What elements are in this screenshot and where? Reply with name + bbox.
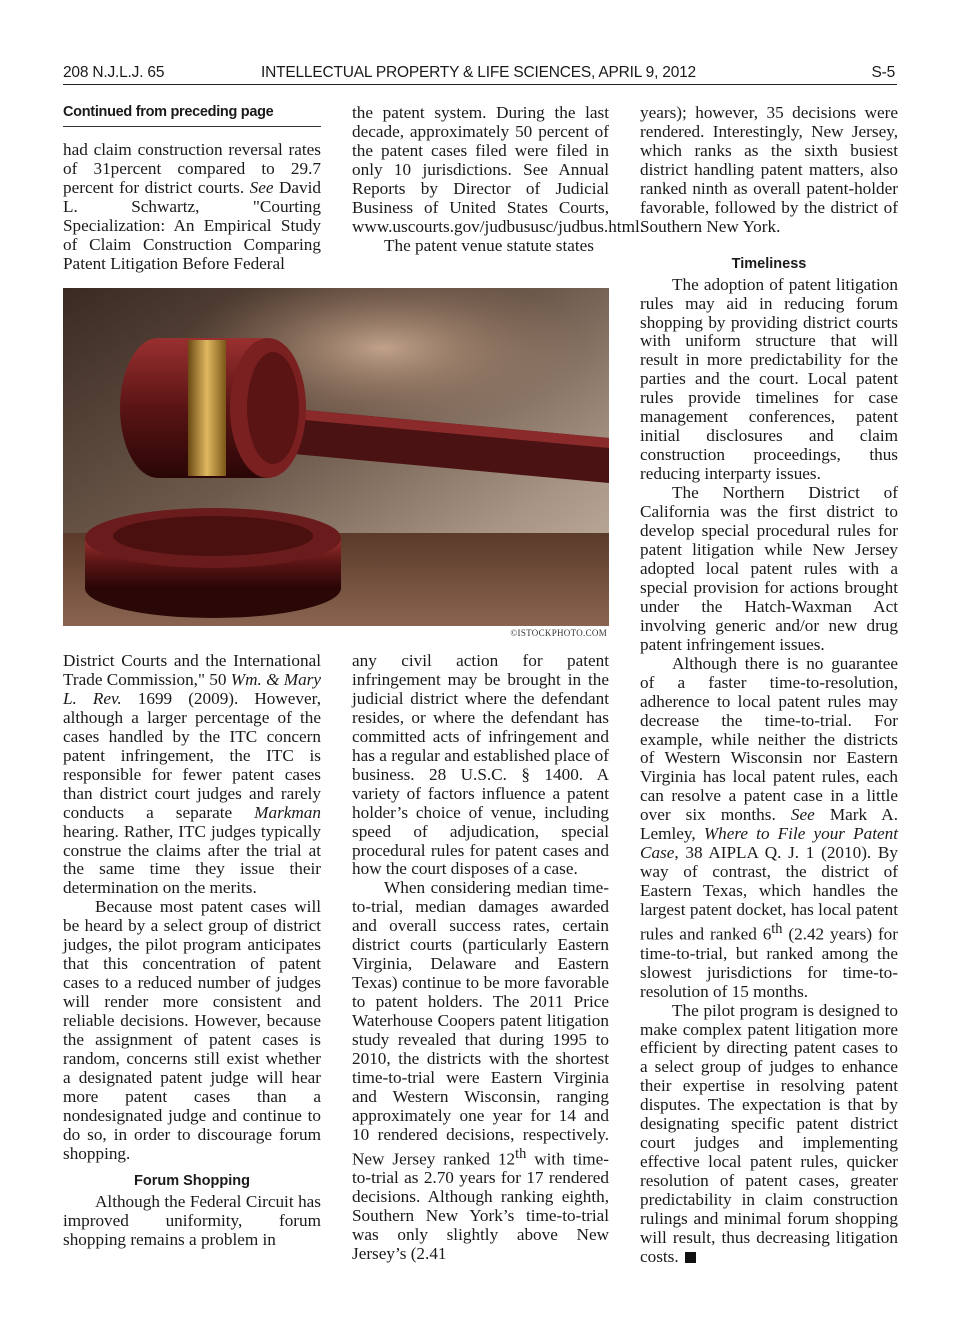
text: 1699 (2009). However, although a larger percentage of the cases handled by the ITC concern patent infringement, the ITC is responsible for fewer patent cases than district court judges and rarely conducts a separate [63,688,321,822]
text: David L. Schwartz, "Courting Specialization: An Empirical Study of Claim Construction Comparing Patent Litigation Before Federal [63,177,321,273]
paragraph [640,1002,898,1267]
text: Mark A. Lemley, [640,805,898,844]
paragraph: The patent venue statute states [384,235,594,255]
section-title: INTELLECTUAL PROPERTY & LIFE SCIENCES, APRIL 9, 2012 [261,64,696,81]
paragraph [63,652,321,898]
text-italic: Where to File your Patent Case [640,824,898,863]
text: The pilot program is designed to make complex patent litigation more efficient by directing patent cases to a select group of judges to enhance their expertise in resolving patent disputes. The expectation is that by designating specific patent district court judges and implementing effective local patent rules, quicker resolution of patent cases, greater predictability in claim construction rulings and minimal forum shopping will result, thus decreasing litigation costs. [640,1000,898,1266]
text: (2.42 years) for time-to-trial, but ranked among the slowest jurisdictions for time-to-resolution of 15 months. [640,924,898,1001]
superscript: th [515,1145,527,1162]
journal-citation: 208 N.J.L.J. 65 [63,64,165,81]
column-2-top [352,103,645,256]
text-italic: See [249,177,274,197]
column-3 [640,104,898,1267]
column-2-bottom [352,652,609,1264]
gavel-photo [63,288,609,626]
paragraph: Because most patent cases will be heard by a select group of district judges, the pilot program anticipates that this concentration of patent cases to a reduced number of judges will render more consistent and reliable decisions. However, because the assignment of patent cases is random, concerns still exist whether a designated patent judge will hear more patent cases than a nondesignated judge and continue to do so, in order to discourage forum shopping. [63,897,321,1163]
page-number: S-5 [871,64,895,81]
paragraph [352,879,609,1264]
text: hearing. Rather, ITC judges typically construe the claims after the trial at the same time they issue their determination on the merits. [63,821,321,898]
column-1-bottom [63,652,321,1250]
photo-credit: ©ISTOCKPHOTO.COM [510,628,607,638]
continued-label: Continued from preceding page [63,104,321,127]
subheading: Forum Shopping [134,1172,250,1189]
superscript: th [771,921,783,938]
text: Although there is no guarantee of a faster time-to-resolution, adherence to local patent rules may decrease the time-to-trial. For example, while neither the districts of Western Wisconsin nor Eastern Virginia has local patent rules, each can resolve a patent case in a little over six months. [640,653,898,825]
end-of-article-mark [685,1252,696,1263]
text-italic: Wm. & Mary L. Rev. [63,669,321,708]
text-italic: Markman [254,802,321,822]
paragraph: Although the Federal Circuit has improved uniformity, forum shopping remains a problem in [63,1191,321,1249]
paragraph: years); however, 35 decisions were rendered. Interestingly, New Jersey, which ranks as the sixth busiest district handling patent matters, also ranked ninth as overall patent-holder favorable, followed by the district of Southern New York. [640,103,898,236]
text: When considering median time-to-trial, median damages awarded and overall success rates, certain district courts (particularly Eastern Virginia, Delaware and Eastern Texas) continue to be more favorable to patent holders. The 2011 Price Waterhouse Coopers patent litigation study revealed that during 1995 to 2010, the districts with the shortest time-to-trial were Eastern Virginia and Western Wisconsin, ranging approximately one year for 14 and 10 rendered decisions, respectively. New Jersey ranked 12 [352,878,609,1169]
text-italic: See [790,805,815,825]
text: District Courts and the International Trade Commission," 50 [63,651,321,689]
paragraph: The Northern District of California was the first district to develop special procedural rules for patent litigation while New Jersey adopted local patent rules with a special provision for actions brought under the Hatch-Waxman Act involving generic and/or new drug patent infringement issues. [640,483,898,654]
paragraph [63,141,321,274]
paragraph [640,655,898,1002]
paragraph: any civil action for patent infringement may be brought in the judicial district where the defendant resides, or where the defendant has committed acts of infringement and has a regular and established place of business. 28 U.S.C. § 1400. A variety of factors influence a patent holder’s choice of venue, including speed of adjudication, special procedural rules for patent cases and how the court disposes of a case. [352,651,609,879]
text: , 38 AIPLA Q. J. 1 (2010). By way of contrast, the district of Eastern Texas, which handles the largest patent docket, has local patent rules and ranked 6 [640,843,898,944]
page-header [63,62,897,85]
text: had claim construction reversal rates of 31percent compared to 29.7 percent for district courts. [63,140,321,197]
text: with time-to-trial as 2.70 years for 17 rendered decisions. Although ranking eighth, Southern New York’s time-to-trial was only slightly above New Jersey’s (2.41 [352,1149,609,1264]
paragraph: The adoption of patent litigation rules may aid in reducing forum shopping by providing district courts with uniform structure that will result in more predictability for the parties and the court. Local patent rules provide timelines for case management conferences, patent initial disclosures and claim construction proceedings, thus reducing interparty issues. [640,274,898,484]
subheading: Timeliness [731,255,807,272]
column-1-top [63,141,321,274]
paragraph: the patent system. During the last decade, approximately 50 percent of the patent cases filed were filed in only 10 jurisdictions. See Annual Reports by Director of Judicial Business of United States Courts, www.uscourts.gov/judbususc/judbus.html. [352,103,645,236]
